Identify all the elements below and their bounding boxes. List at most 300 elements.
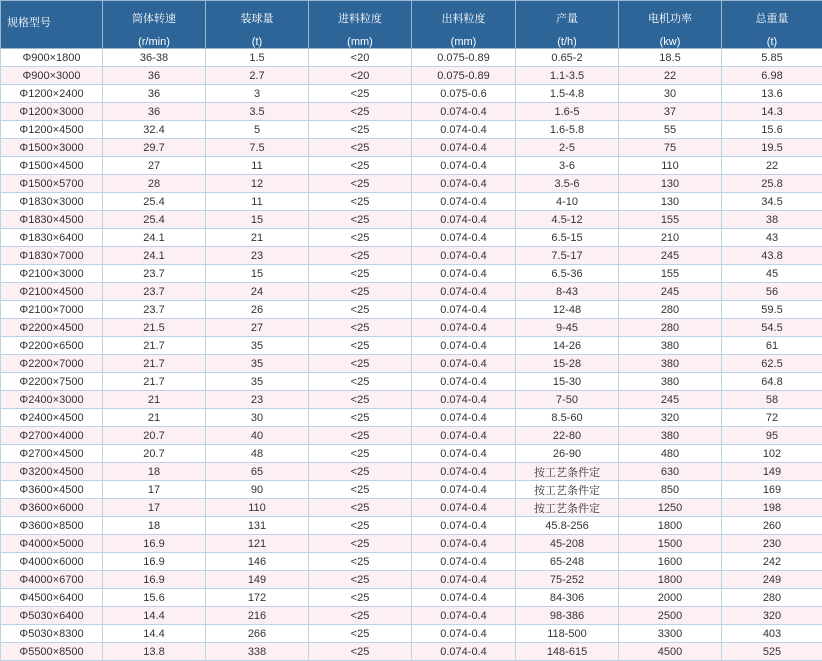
table-cell-feed-size: <25: [309, 535, 412, 553]
table-cell-capacity: 45.8-256: [516, 517, 619, 535]
table-cell-capacity: 148-615: [516, 643, 619, 661]
table-cell-feed-size: <25: [309, 517, 412, 535]
table-cell-output-size: 0.074-0.4: [412, 283, 516, 301]
column-header-total-weight: [722, 1, 822, 49]
table-cell-motor-power: 37: [619, 103, 722, 121]
table-cell-motor-power: 1250: [619, 499, 722, 517]
table-row: [1, 193, 822, 211]
table-row: [1, 229, 822, 247]
table-cell-speed: 21.7: [103, 355, 206, 373]
table-cell-model: Φ3600×8500: [1, 517, 103, 535]
table-cell-total-weight: 280: [722, 589, 822, 607]
table-cell-total-weight: 102: [722, 445, 822, 463]
table-cell-ball-load: 3.5: [206, 103, 309, 121]
column-header-label: 产量: [516, 10, 618, 26]
table-cell-feed-size: <25: [309, 355, 412, 373]
table-row: [1, 67, 822, 85]
table-cell-feed-size: <25: [309, 607, 412, 625]
table-cell-model: Φ1830×3000: [1, 193, 103, 211]
column-header-unit: (t): [722, 36, 822, 48]
table-cell-capacity: 2-5: [516, 139, 619, 157]
table-cell-model: Φ4000×6000: [1, 553, 103, 571]
table-cell-ball-load: 23: [206, 391, 309, 409]
table-cell-total-weight: 403: [722, 625, 822, 643]
column-header-label: 规格型号: [1, 14, 102, 30]
table-cell-feed-size: <25: [309, 571, 412, 589]
table-cell-ball-load: 40: [206, 427, 309, 445]
table-row: [1, 139, 822, 157]
table-cell-speed: 25.4: [103, 193, 206, 211]
column-header-unit: (mm): [309, 36, 411, 48]
table-cell-feed-size: <25: [309, 643, 412, 661]
table-cell-feed-size: <25: [309, 157, 412, 175]
table-cell-capacity: 按工艺条件定: [516, 481, 619, 499]
table-cell-motor-power: 110: [619, 157, 722, 175]
table-cell-speed: 15.6: [103, 589, 206, 607]
table-body: [1, 49, 822, 661]
table-cell-ball-load: 11: [206, 193, 309, 211]
table-cell-capacity: 9-45: [516, 319, 619, 337]
table-cell-model: Φ5500×8500: [1, 643, 103, 661]
table-cell-capacity: 14-26: [516, 337, 619, 355]
table-cell-capacity: 7-50: [516, 391, 619, 409]
table-cell-speed: 20.7: [103, 427, 206, 445]
table-cell-total-weight: 13.6: [722, 85, 822, 103]
table-row: [1, 337, 822, 355]
table-cell-model: Φ2700×4000: [1, 427, 103, 445]
table-cell-model: Φ2200×4500: [1, 319, 103, 337]
table-cell-ball-load: 1.5: [206, 49, 309, 67]
table-cell-total-weight: 45: [722, 265, 822, 283]
table-cell-ball-load: 146: [206, 553, 309, 571]
table-cell-speed: 36: [103, 103, 206, 121]
table-cell-motor-power: 155: [619, 265, 722, 283]
table-cell-model: Φ1500×5700: [1, 175, 103, 193]
table-cell-ball-load: 21: [206, 229, 309, 247]
table-cell-total-weight: 34.5: [722, 193, 822, 211]
table-row: [1, 391, 822, 409]
table-cell-total-weight: 59.5: [722, 301, 822, 319]
table-cell-motor-power: 130: [619, 193, 722, 211]
table-cell-speed: 16.9: [103, 535, 206, 553]
table-cell-total-weight: 43.8: [722, 247, 822, 265]
table-cell-feed-size: <25: [309, 301, 412, 319]
table-cell-capacity: 按工艺条件定: [516, 463, 619, 481]
table-cell-feed-size: <25: [309, 193, 412, 211]
table-cell-motor-power: 630: [619, 463, 722, 481]
table-cell-motor-power: 280: [619, 301, 722, 319]
table-cell-motor-power: 55: [619, 121, 722, 139]
table-cell-model: Φ900×1800: [1, 49, 103, 67]
table-cell-model: Φ1200×2400: [1, 85, 103, 103]
table-cell-feed-size: <25: [309, 283, 412, 301]
table-cell-total-weight: 15.6: [722, 121, 822, 139]
column-header-feed-size: [309, 1, 412, 49]
table-cell-ball-load: 27: [206, 319, 309, 337]
table-cell-model: Φ2200×6500: [1, 337, 103, 355]
table-cell-model: Φ2200×7500: [1, 373, 103, 391]
table-cell-feed-size: <25: [309, 553, 412, 571]
table-cell-model: Φ900×3000: [1, 67, 103, 85]
table-cell-capacity: 22-80: [516, 427, 619, 445]
table-cell-speed: 36-38: [103, 49, 206, 67]
table-cell-motor-power: 380: [619, 427, 722, 445]
table-row: [1, 283, 822, 301]
table-row: [1, 625, 822, 643]
table-cell-feed-size: <25: [309, 391, 412, 409]
table-cell-speed: 17: [103, 499, 206, 517]
table-row: [1, 355, 822, 373]
table-cell-capacity: 15-28: [516, 355, 619, 373]
column-header-model: [1, 1, 103, 49]
table-cell-motor-power: 850: [619, 481, 722, 499]
table-cell-feed-size: <25: [309, 139, 412, 157]
table-row: [1, 571, 822, 589]
table-cell-output-size: 0.074-0.4: [412, 499, 516, 517]
table-cell-output-size: 0.074-0.4: [412, 463, 516, 481]
table-cell-output-size: 0.074-0.4: [412, 481, 516, 499]
table-cell-motor-power: 380: [619, 337, 722, 355]
table-cell-total-weight: 19.5: [722, 139, 822, 157]
table-row: [1, 121, 822, 139]
table-cell-speed: 21.5: [103, 319, 206, 337]
table-cell-feed-size: <25: [309, 373, 412, 391]
table-cell-feed-size: <25: [309, 463, 412, 481]
table-cell-capacity: 98-386: [516, 607, 619, 625]
table-cell-output-size: 0.074-0.4: [412, 643, 516, 661]
table-cell-motor-power: 245: [619, 391, 722, 409]
table-cell-output-size: 0.074-0.4: [412, 625, 516, 643]
table-cell-speed: 13.8: [103, 643, 206, 661]
table-cell-output-size: 0.074-0.4: [412, 589, 516, 607]
table-cell-total-weight: 242: [722, 553, 822, 571]
table-cell-output-size: 0.074-0.4: [412, 193, 516, 211]
table-cell-output-size: 0.074-0.4: [412, 121, 516, 139]
table-cell-total-weight: 230: [722, 535, 822, 553]
table-cell-output-size: 0.074-0.4: [412, 103, 516, 121]
table-cell-capacity: 84-306: [516, 589, 619, 607]
table-row: [1, 517, 822, 535]
table-cell-ball-load: 24: [206, 283, 309, 301]
table-cell-capacity: 6.5-36: [516, 265, 619, 283]
table-cell-capacity: 118-500: [516, 625, 619, 643]
table-cell-model: Φ5030×6400: [1, 607, 103, 625]
table-cell-feed-size: <25: [309, 625, 412, 643]
table-cell-ball-load: 121: [206, 535, 309, 553]
table-cell-speed: 32.4: [103, 121, 206, 139]
table-row: [1, 553, 822, 571]
table-cell-output-size: 0.074-0.4: [412, 409, 516, 427]
table-cell-output-size: 0.074-0.4: [412, 571, 516, 589]
table-cell-total-weight: 43: [722, 229, 822, 247]
table-cell-output-size: 0.074-0.4: [412, 355, 516, 373]
table-cell-capacity: 1.6-5.8: [516, 121, 619, 139]
table-cell-output-size: 0.074-0.4: [412, 139, 516, 157]
table-row: [1, 85, 822, 103]
table-cell-motor-power: 18.5: [619, 49, 722, 67]
table-cell-feed-size: <25: [309, 175, 412, 193]
table-cell-feed-size: <25: [309, 409, 412, 427]
table-cell-feed-size: <20: [309, 67, 412, 85]
table-row: [1, 319, 822, 337]
table-cell-motor-power: 380: [619, 373, 722, 391]
table-cell-speed: 27: [103, 157, 206, 175]
column-header-unit: (mm): [412, 36, 515, 48]
table-row: [1, 49, 822, 67]
table-row: [1, 427, 822, 445]
table-cell-model: Φ1830×6400: [1, 229, 103, 247]
table-cell-speed: 14.4: [103, 607, 206, 625]
table-cell-speed: 23.7: [103, 265, 206, 283]
table-cell-speed: 29.7: [103, 139, 206, 157]
column-header-unit: (t): [206, 36, 308, 48]
table-cell-ball-load: 2.7: [206, 67, 309, 85]
table-cell-speed: 21: [103, 409, 206, 427]
table-cell-model: Φ2400×3000: [1, 391, 103, 409]
table-cell-total-weight: 62.5: [722, 355, 822, 373]
table-cell-total-weight: 169: [722, 481, 822, 499]
column-header-label: 总重量: [722, 10, 822, 26]
table-cell-feed-size: <25: [309, 589, 412, 607]
table-cell-capacity: 75-252: [516, 571, 619, 589]
table-cell-output-size: 0.074-0.4: [412, 157, 516, 175]
column-header-speed: [103, 1, 206, 49]
table-cell-motor-power: 155: [619, 211, 722, 229]
table-cell-speed: 36: [103, 85, 206, 103]
table-cell-motor-power: 75: [619, 139, 722, 157]
table-cell-capacity: 按工艺条件定: [516, 499, 619, 517]
table-row: [1, 607, 822, 625]
table-cell-capacity: 26-90: [516, 445, 619, 463]
table-cell-model: Φ4000×6700: [1, 571, 103, 589]
table-cell-total-weight: 25.8: [722, 175, 822, 193]
table-cell-capacity: 3.5-6: [516, 175, 619, 193]
table-cell-total-weight: 320: [722, 607, 822, 625]
table-cell-ball-load: 65: [206, 463, 309, 481]
table-cell-total-weight: 38: [722, 211, 822, 229]
table-cell-speed: 23.7: [103, 283, 206, 301]
table-cell-total-weight: 61: [722, 337, 822, 355]
table-cell-ball-load: 216: [206, 607, 309, 625]
table-cell-total-weight: 5.85: [722, 49, 822, 67]
table-cell-capacity: 45-208: [516, 535, 619, 553]
column-header-label: 进料粒度: [309, 10, 411, 26]
table-cell-feed-size: <25: [309, 319, 412, 337]
table-cell-ball-load: 3: [206, 85, 309, 103]
column-header-label: 筒体转速: [103, 10, 205, 26]
table-cell-capacity: 4-10: [516, 193, 619, 211]
table-cell-motor-power: 245: [619, 283, 722, 301]
table-cell-model: Φ2400×4500: [1, 409, 103, 427]
table-cell-feed-size: <20: [309, 49, 412, 67]
table-cell-capacity: 7.5-17: [516, 247, 619, 265]
table-cell-capacity: 65-248: [516, 553, 619, 571]
table-cell-speed: 25.4: [103, 211, 206, 229]
column-header-ball-load: [206, 1, 309, 49]
table-cell-model: Φ4500×6400: [1, 589, 103, 607]
table-cell-motor-power: 1500: [619, 535, 722, 553]
table-cell-model: Φ1830×4500: [1, 211, 103, 229]
table-cell-ball-load: 23: [206, 247, 309, 265]
table-cell-model: Φ1500×4500: [1, 157, 103, 175]
table-cell-capacity: 4.5-12: [516, 211, 619, 229]
table-row: [1, 499, 822, 517]
table-cell-motor-power: 1800: [619, 571, 722, 589]
table-cell-speed: 20.7: [103, 445, 206, 463]
table-cell-output-size: 0.075-0.89: [412, 67, 516, 85]
table-cell-output-size: 0.074-0.4: [412, 427, 516, 445]
table-cell-ball-load: 172: [206, 589, 309, 607]
column-header-capacity: [516, 1, 619, 49]
table-cell-capacity: 12-48: [516, 301, 619, 319]
table-cell-speed: 21.7: [103, 373, 206, 391]
table-cell-speed: 24.1: [103, 247, 206, 265]
table-cell-motor-power: 280: [619, 319, 722, 337]
table-cell-motor-power: 245: [619, 247, 722, 265]
table-cell-feed-size: <25: [309, 337, 412, 355]
table-cell-feed-size: <25: [309, 85, 412, 103]
table-cell-model: Φ1200×3000: [1, 103, 103, 121]
table-cell-output-size: 0.074-0.4: [412, 535, 516, 553]
table-cell-feed-size: <25: [309, 121, 412, 139]
header-row: [1, 1, 822, 49]
table-cell-motor-power: 2500: [619, 607, 722, 625]
table-cell-total-weight: 72: [722, 409, 822, 427]
table-cell-motor-power: 30: [619, 85, 722, 103]
table-cell-speed: 36: [103, 67, 206, 85]
table-row: [1, 265, 822, 283]
table-cell-output-size: 0.074-0.4: [412, 175, 516, 193]
table-row: [1, 589, 822, 607]
table-cell-capacity: 1.5-4.8: [516, 85, 619, 103]
column-header-label: 电机功率: [619, 10, 721, 26]
table-cell-capacity: 8-43: [516, 283, 619, 301]
table-cell-output-size: 0.075-0.89: [412, 49, 516, 67]
column-header-label: 出料粒度: [412, 10, 515, 26]
table-cell-speed: 18: [103, 517, 206, 535]
table-cell-output-size: 0.074-0.4: [412, 337, 516, 355]
table-cell-total-weight: 198: [722, 499, 822, 517]
table-cell-ball-load: 35: [206, 373, 309, 391]
table-cell-ball-load: 30: [206, 409, 309, 427]
table-cell-output-size: 0.074-0.4: [412, 445, 516, 463]
table-cell-ball-load: 131: [206, 517, 309, 535]
table-cell-ball-load: 90: [206, 481, 309, 499]
table-cell-speed: 17: [103, 481, 206, 499]
table-cell-total-weight: 249: [722, 571, 822, 589]
table-cell-speed: 23.7: [103, 301, 206, 319]
table-cell-ball-load: 12: [206, 175, 309, 193]
table-cell-model: Φ4000×5000: [1, 535, 103, 553]
table-cell-speed: 24.1: [103, 229, 206, 247]
table-cell-motor-power: 1600: [619, 553, 722, 571]
table-row: [1, 211, 822, 229]
table-cell-feed-size: <25: [309, 265, 412, 283]
table-cell-feed-size: <25: [309, 229, 412, 247]
table-cell-feed-size: <25: [309, 427, 412, 445]
table-cell-total-weight: 6.98: [722, 67, 822, 85]
table-cell-output-size: 0.074-0.4: [412, 319, 516, 337]
table-cell-ball-load: 15: [206, 265, 309, 283]
table-cell-output-size: 0.074-0.4: [412, 247, 516, 265]
table-row: [1, 157, 822, 175]
table-row: [1, 643, 822, 661]
table-cell-output-size: 0.074-0.4: [412, 391, 516, 409]
table-cell-total-weight: 525: [722, 643, 822, 661]
column-header-unit: (r/min): [103, 36, 205, 48]
table-cell-motor-power: 320: [619, 409, 722, 427]
table-cell-capacity: 3-6: [516, 157, 619, 175]
table-cell-model: Φ2700×4500: [1, 445, 103, 463]
table-cell-motor-power: 380: [619, 355, 722, 373]
table-cell-output-size: 0.074-0.4: [412, 301, 516, 319]
column-header-motor-power: [619, 1, 722, 49]
table-cell-model: Φ5030×8300: [1, 625, 103, 643]
table-cell-model: Φ2100×3000: [1, 265, 103, 283]
table-cell-motor-power: 4500: [619, 643, 722, 661]
table-cell-ball-load: 15: [206, 211, 309, 229]
table-cell-output-size: 0.075-0.6: [412, 85, 516, 103]
table-row: [1, 535, 822, 553]
table-cell-total-weight: 149: [722, 463, 822, 481]
table-cell-output-size: 0.074-0.4: [412, 517, 516, 535]
table-cell-capacity: 1.1-3.5: [516, 67, 619, 85]
table-cell-speed: 16.9: [103, 553, 206, 571]
table-cell-total-weight: 14.3: [722, 103, 822, 121]
table-cell-ball-load: 5: [206, 121, 309, 139]
table-row: [1, 409, 822, 427]
table-row: [1, 481, 822, 499]
table-cell-speed: 14.4: [103, 625, 206, 643]
table-cell-ball-load: 26: [206, 301, 309, 319]
table-cell-model: Φ2200×7000: [1, 355, 103, 373]
table-cell-ball-load: 48: [206, 445, 309, 463]
table-cell-model: Φ2100×4500: [1, 283, 103, 301]
table-cell-output-size: 0.074-0.4: [412, 265, 516, 283]
table-row: [1, 301, 822, 319]
table-cell-capacity: 0.65-2: [516, 49, 619, 67]
table-cell-feed-size: <25: [309, 445, 412, 463]
table-cell-ball-load: 35: [206, 355, 309, 373]
table-cell-ball-load: 110: [206, 499, 309, 517]
table-cell-model: Φ3600×4500: [1, 481, 103, 499]
table-row: [1, 175, 822, 193]
column-header-unit: (kw): [619, 36, 721, 48]
table-cell-capacity: 15-30: [516, 373, 619, 391]
table-cell-total-weight: 58: [722, 391, 822, 409]
table-cell-model: Φ3200×4500: [1, 463, 103, 481]
table-cell-motor-power: 210: [619, 229, 722, 247]
table-cell-total-weight: 54.5: [722, 319, 822, 337]
table-cell-ball-load: 149: [206, 571, 309, 589]
table-cell-motor-power: 2000: [619, 589, 722, 607]
table-cell-speed: 18: [103, 463, 206, 481]
table-cell-motor-power: 130: [619, 175, 722, 193]
table-cell-model: Φ1500×3000: [1, 139, 103, 157]
table-row: [1, 373, 822, 391]
table-cell-feed-size: <25: [309, 481, 412, 499]
table-cell-capacity: 1.6-5: [516, 103, 619, 121]
table-cell-ball-load: 266: [206, 625, 309, 643]
table-cell-output-size: 0.074-0.4: [412, 373, 516, 391]
table-cell-total-weight: 56: [722, 283, 822, 301]
table-cell-output-size: 0.074-0.4: [412, 607, 516, 625]
table-cell-ball-load: 7.5: [206, 139, 309, 157]
column-header-output-size: [412, 1, 516, 49]
table-cell-total-weight: 95: [722, 427, 822, 445]
table-cell-motor-power: 3300: [619, 625, 722, 643]
table-cell-speed: 21: [103, 391, 206, 409]
